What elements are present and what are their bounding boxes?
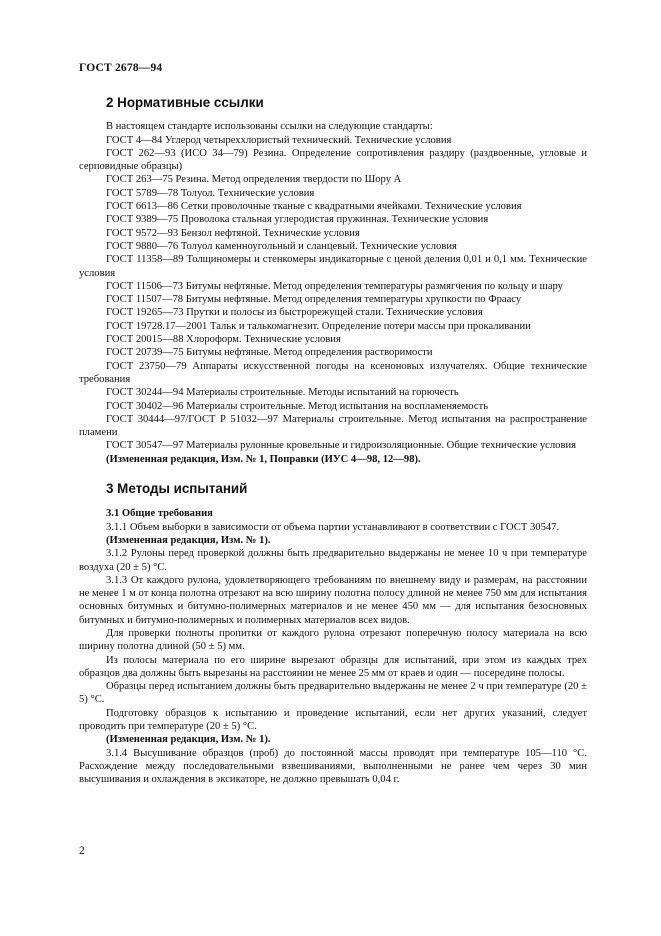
reference-item: ГОСТ 19728.17—2001 Тальк и талькомагнезит. Определение потери массы при прокаливании [106,320,531,332]
references-intro: В настоящем стандарте использованы ссылки на следующие стандарты: [106,121,433,133]
reference-item: ГОСТ 4—84 Углерод четыреххлористый технический. Технические условия [106,134,452,146]
reference-item: ГОСТ 9880—76 Толуол каменноугольный и сланцевый. Технические условия [106,240,457,252]
section-2-heading: 2 Нормативные ссылки [106,95,264,110]
reference-item: ГОСТ 19265—73 Прутки и полосы из быстрорежущей стали. Технические условия [106,307,483,319]
reference-item: ГОСТ 5789—78 Толуол. Технические условия [106,187,315,199]
reference-item: ГОСТ 30547—97 Материалы рулонные кровельные и гидроизоляционные. Общие технические условия [106,440,577,452]
amendment-note: (Измененная редакция, Изм. № 1). [106,734,271,746]
paragraph-3-1-4: 3.1.4 Высушивание образцов (проб) до постоянной массы проводят при температуре 105—110 °С. Расхождение между последовательными взвешиваниями, выполненными не ранее чем через 30 мин высушивания и охлаждения в эксикаторе, не должно превышать 0,04 г. [79,747,587,786]
page-number: 2 [79,845,85,857]
reference-item: ГОСТ 263—75 Резина. Метод определения твердости по Шору А [106,174,402,186]
paragraph-3-1-1: 3.1.1 Объем выборки в зависимости от объема партии устанавливают в соответствии с ГОСТ 30547. [106,521,560,533]
reference-item: ГОСТ 11358—89 Толщиномеры и стенкомеры индикаторные с ценой деления 0,01 и 0,1 мм. Технические условия [79,254,587,279]
paragraph-3-1-3-impregnation: Для проверки полноты пропитки от каждого рулона отрезают поперечную полосу материала на всю ширину полотна длиной (50 ± 5) мм. [79,627,587,653]
reference-item: ГОСТ 6613—86 Сетки проволочные тканые с квадратными ячейками. Технические условия [106,201,522,213]
page-content [79,96,587,787]
reference-item: ГОСТ 262—93 (ИСО 34—79) Резина. Определение сопротивления раздиру (раздвоенные, угловые и серповидные образцы) [79,147,587,173]
section-2-amendment-note: (Измененная редакция, Изм. № 1, Поправки (ИУС 4—98, 12—98). [106,453,421,465]
paragraph-3-1-3-conditioning: Образцы перед испытанием должны быть предварительно выдержаны не менее 2 ч при температуре (20 ± 5) °С. [79,681,587,706]
reference-item: ГОСТ 20739—75 Битумы нефтяные. Метод определения растворимости [106,347,433,359]
reference-item: ГОСТ 30244—94 Материалы строительные. Методы испытаний на горючесть [106,387,459,399]
reference-item: ГОСТ 23750—79 Аппараты искусственной погоды на ксеноновых излучателях. Общие технические требования [79,360,587,385]
reference-item: ГОСТ 9389—75 Проволока стальная углеродистая пружинная. Технические условия [106,214,489,226]
reference-item: ГОСТ 9572—93 Бензол нефтяной. Технические условия [106,227,360,239]
paragraph-3-1-2: 3.1.2 Рулоны перед проверкой должны быть предварительно выдержаны не менее 10 ч при температуре воздуха (20 ± 5) °С. [79,548,587,573]
paragraph-3-1-3-test-temperature: Подготовку образцов к испытанию и проведение испытаний, если нет других указаний, следует проводить при температуре (20 ± 5) °С. [79,707,587,733]
reference-item: ГОСТ 30402—96 Материалы строительные. Метод испытания на воспламеняемость [106,400,489,412]
reference-item: ГОСТ 30444—97/ГОСТ Р 51032—97 Материалы строительные. Метод испытания на распространение пламени [79,413,587,439]
section-3-heading: 3 Методы испытаний [106,481,248,497]
paragraph-3-1-3-specimens: Из полосы материала по его ширине вырезают образцы для испытаний, при этом из каждых трех образцов два должны быть вырезаны на расстоянии не менее 25 мм от краев и один — посередине полосы. [79,654,587,679]
subsection-3-1-heading: 3.1 Общие требования [106,508,213,520]
reference-item: ГОСТ 11506—73 Битумы нефтяные. Метод определения температуры размягчения по кольцу и шару [106,280,563,292]
reference-item: ГОСТ 20015—88 Хлороформ. Технические условия [106,334,341,346]
amendment-note: (Измененная редакция, Изм. № 1). [106,534,271,546]
paragraph-3-1-3: 3.1.3 От каждого рулона, удовлетворяющего требованиям по внешнему виду и размерам, на расстоянии не менее 1 м от конца полотна отрезают на всю ширину полотна полосу длиной не менее 750 мм для испытания основных битумных и битумно-полимерных материалов и не менее 450 мм — для испытания безосновных битумных и битумно-полимерных и полимерных материалов всех видов. [79,574,587,626]
reference-item: ГОСТ 11507—78 Битумы нефтяные. Метод определения температуры хрупкости по Фраасу [106,294,522,306]
references-list [79,134,587,453]
running-head: ГОСТ 2678—94 [79,62,163,74]
